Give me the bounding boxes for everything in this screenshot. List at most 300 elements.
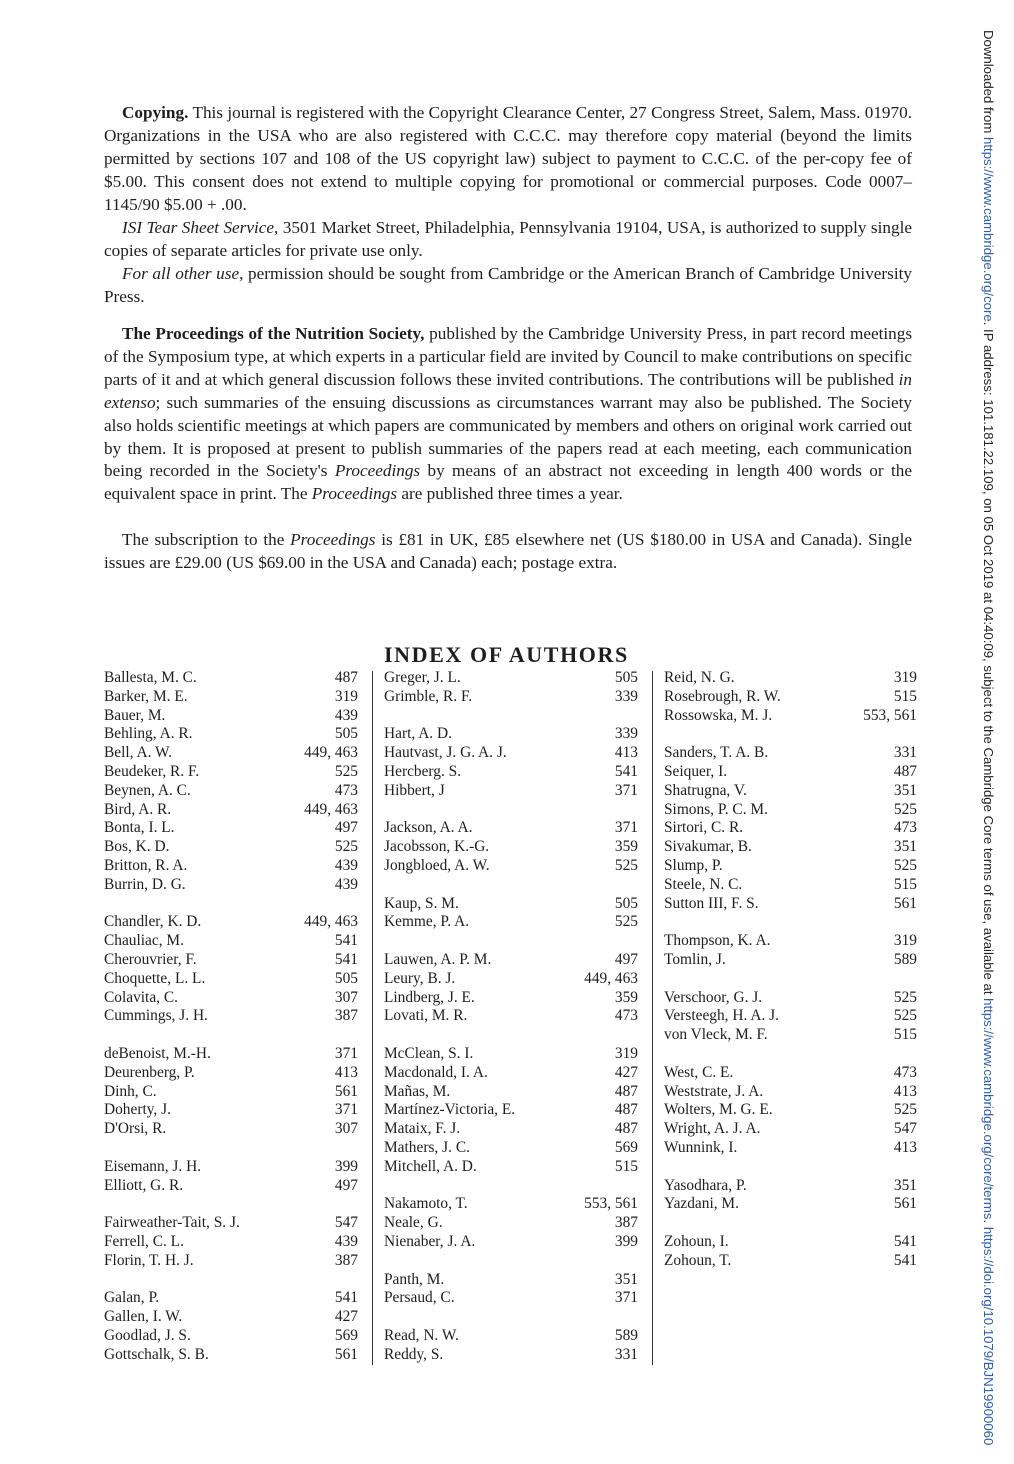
author-entry (664, 895, 917, 914)
author-entry (664, 1064, 917, 1083)
page-numbers: 359 (614, 838, 638, 856)
author-name: Doherty, J. (104, 1101, 171, 1119)
author-entry (664, 1083, 917, 1102)
author-name: Dinh, C. (104, 1082, 157, 1100)
page-numbers: 351 (893, 781, 917, 799)
page-numbers: 449, 463 (304, 744, 358, 762)
author-entry (104, 1101, 358, 1120)
page-numbers: 351 (614, 1270, 638, 1288)
author-name: Bos, K. D. (104, 838, 170, 856)
author-name: Mataix, F. J. (384, 1120, 461, 1138)
author-name: Gallen, I. W. (104, 1308, 183, 1326)
author-name: von Vleck, M. F. (664, 1026, 768, 1044)
group-spacer (664, 1045, 917, 1064)
author-entry (384, 951, 638, 970)
author-name: Weststrate, J. A. (664, 1082, 764, 1100)
page-numbers: 439 (334, 875, 358, 893)
author-entry (104, 688, 358, 707)
page-numbers: 413 (334, 1063, 358, 1081)
group-spacer (384, 932, 638, 951)
page-numbers: 525 (893, 1007, 917, 1025)
other-use-paragraph (104, 263, 912, 309)
author-name: Verschoor, G. J. (664, 988, 763, 1006)
author-entry (664, 707, 917, 726)
group-spacer (384, 1026, 638, 1045)
author-entry (384, 895, 638, 914)
author-name: Cherouvrier, F. (104, 950, 197, 968)
index-column-3 (664, 669, 917, 1271)
notice-middle: . IP address: 101.181.22.109, on 05 Oct 2019 at 04:40:09, subject to the Cambridge Core terms of use, available at (981, 321, 996, 999)
author-entry (384, 1064, 638, 1083)
group-spacer (104, 1195, 358, 1214)
page-numbers: 561 (334, 1345, 358, 1363)
author-entry (384, 744, 638, 763)
page-numbers: 541 (614, 762, 638, 780)
author-name: Cummings, J. H. (104, 1007, 208, 1025)
proceedings-italic-2: Proceedings (334, 461, 421, 481)
author-entry (664, 744, 917, 763)
author-entry (104, 1252, 358, 1271)
subscription-italic: Proceedings (290, 530, 376, 549)
author-entry (384, 1120, 638, 1139)
page-numbers: 359 (614, 988, 638, 1006)
author-name: Wright, A. J. A. (664, 1120, 761, 1138)
page-numbers: 413 (893, 1138, 917, 1156)
page-numbers: 371 (614, 819, 638, 837)
page-numbers: 525 (614, 856, 638, 874)
group-spacer (664, 913, 917, 932)
author-entry (384, 913, 638, 932)
proceedings-paragraph (104, 323, 912, 506)
author-entry (664, 838, 917, 857)
author-entry (384, 669, 638, 688)
group-spacer (384, 1308, 638, 1327)
page-numbers: 525 (893, 856, 917, 874)
author-name: Rossowska, M. J. (664, 706, 773, 724)
author-name: Lovati, M. R. (384, 1007, 468, 1025)
author-entry (104, 1177, 358, 1196)
subscription-text-2: is £81 in UK, £85 elsewhere net (US $180.00 in USA and Canada). Single issues are £29.00 (US $69.00 in the USA and Canada) each; postage extra. (104, 530, 912, 572)
author-name: Gottschalk, S. B. (104, 1345, 209, 1363)
page-numbers: 351 (893, 838, 917, 856)
page-numbers: 427 (334, 1308, 358, 1326)
terms-link[interactable]: https://www.cambridge.org/core/terms (981, 998, 996, 1220)
page-numbers: 331 (614, 1345, 638, 1363)
author-name: Eisemann, J. H. (104, 1157, 202, 1175)
group-spacer (384, 707, 638, 726)
author-name: Persaud, C. (384, 1289, 455, 1307)
page-numbers: 515 (893, 875, 917, 893)
author-name: Deurenberg, P. (104, 1063, 195, 1081)
author-entry (104, 801, 358, 820)
page-numbers: 413 (893, 1082, 917, 1100)
index-column-2 (384, 669, 638, 1364)
page-numbers: 449, 463 (304, 913, 358, 931)
page-numbers: 399 (614, 1232, 638, 1250)
author-entry (664, 1026, 917, 1045)
page-numbers: 553, 561 (584, 1195, 638, 1213)
author-entry (664, 1252, 917, 1271)
author-entry (104, 1007, 358, 1026)
author-entry (104, 838, 358, 857)
author-name: Panth, M. (384, 1270, 445, 1288)
page-numbers: 387 (614, 1214, 638, 1232)
author-name: Slump, P. (664, 856, 723, 874)
author-entry (664, 1195, 917, 1214)
author-entry (104, 782, 358, 801)
author-entry (384, 819, 638, 838)
author-entry (104, 1308, 358, 1327)
author-entry (104, 1064, 358, 1083)
proceedings-text-1: published by the Cambridge University Press, in part record meetings of the Symposium type, at which experts in a particular field are invited by Council to make contributions on specific parts of it and at which general discussion follows these invited contributions. The contributions will be published (104, 324, 913, 389)
author-entry (384, 1289, 638, 1308)
author-entry (664, 1120, 917, 1139)
author-name: Hautvast, J. G. A. J. (384, 744, 507, 762)
page-numbers: 487 (893, 762, 917, 780)
author-entry (104, 707, 358, 726)
author-name: Jackson, A. A. (384, 819, 473, 837)
author-entry (104, 1327, 358, 1346)
page-numbers: 339 (614, 687, 638, 705)
page-numbers: 371 (334, 1101, 358, 1119)
page-numbers: 525 (334, 762, 358, 780)
group-spacer (384, 876, 638, 895)
author-entry (104, 744, 358, 763)
page-numbers: 319 (614, 1044, 638, 1062)
author-name: Chauliac, M. (104, 932, 184, 950)
page-numbers: 319 (893, 932, 917, 950)
group-spacer (384, 1252, 638, 1271)
author-name: Sutton III, F. S. (664, 894, 759, 912)
author-entry (104, 932, 358, 951)
author-name: Zohoun, I. (664, 1232, 729, 1250)
author-name: Sirtori, C. R. (664, 819, 744, 837)
author-name: Wolters, M. G. E. (664, 1101, 773, 1119)
copying-paragraph (104, 102, 912, 217)
author-name: Burrin, D. G. (104, 875, 186, 893)
author-entry (104, 1120, 358, 1139)
author-entry (384, 763, 638, 782)
page-numbers: 497 (334, 819, 358, 837)
author-entry (384, 725, 638, 744)
group-spacer (664, 1214, 917, 1233)
author-entry (104, 669, 358, 688)
author-entry (104, 970, 358, 989)
author-name: Ferrell, C. L. (104, 1232, 184, 1250)
page-numbers: 505 (614, 894, 638, 912)
proceedings-text-3: by means of an abstract not exceeding in length 400 words or the equivalent space in print. The (104, 461, 912, 504)
page-numbers: 561 (893, 894, 917, 912)
page-numbers: 427 (614, 1063, 638, 1081)
author-entry (384, 1083, 638, 1102)
author-entry (664, 763, 917, 782)
download-notice (980, 30, 996, 1445)
page-numbers: 497 (334, 1176, 358, 1194)
page-numbers: 487 (614, 1082, 638, 1100)
author-name: Fairweather-Tait, S. J. (104, 1214, 240, 1232)
author-name: Mañas, M. (384, 1082, 451, 1100)
author-entry (664, 1101, 917, 1120)
author-name: Hart, A. D. (384, 725, 452, 743)
author-name: Britton, R. A. (104, 856, 188, 874)
page-numbers: 505 (334, 969, 358, 987)
group-spacer (664, 725, 917, 744)
column-divider (372, 671, 373, 1365)
author-name: Elliott, G. R. (104, 1176, 184, 1194)
author-entry (664, 688, 917, 707)
copying-text: This journal is registered with the Copyright Clearance Center, 27 Congress Street, Salem, Mass. 01970. Organizations in the USA who are also registered with C.C.C. may therefore copy material (beyond the limits permitted by sections 107 and 108 of the US copyright law) subject to payment to C.C.C. of the per-copy fee of $5.00. This consent does not extend to multiple copying for promotional or commercial purposes. Code 0007–1145/90 $5.00 + .00. (104, 103, 912, 214)
author-name: Yazdani, M. (664, 1195, 739, 1213)
author-name: Neale, G. (384, 1214, 443, 1232)
notice-separator: . (981, 1219, 996, 1227)
index-title: INDEX OF AUTHORS (384, 642, 629, 667)
page-numbers: 553, 561 (863, 706, 917, 724)
author-name: Behling, A. R. (104, 725, 193, 743)
author-entry (664, 782, 917, 801)
other-use-text: , permission should be sought from Cambridge or the American Branch of Cambridge University Press. (104, 264, 912, 306)
author-name: Rosebrough, R. W. (664, 687, 781, 705)
page-numbers: 515 (893, 1026, 917, 1044)
author-name: McClean, S. I. (384, 1044, 474, 1062)
author-name: Kemme, P. A. (384, 913, 470, 931)
author-name: Reddy, S. (384, 1345, 444, 1363)
author-entry (384, 1327, 638, 1346)
isi-lead: ISI Tear Sheet Service (122, 218, 275, 237)
page-numbers: 505 (614, 669, 638, 686)
author-name: Florin, T. H. J. (104, 1251, 194, 1269)
page-numbers: 569 (614, 1138, 638, 1156)
author-name: Hibbert, J (384, 781, 445, 799)
author-entry (664, 951, 917, 970)
author-entry (104, 725, 358, 744)
author-name: Greger, J. L. (384, 669, 461, 686)
group-spacer (104, 1271, 358, 1290)
cambridge-core-link[interactable]: https://www.cambridge.org/core (981, 137, 996, 322)
author-name: Jongbloed, A. W. (384, 856, 490, 874)
author-name: Seiquer, I. (664, 762, 728, 780)
author-name: D'Orsi, R. (104, 1120, 167, 1138)
author-entry (384, 1139, 638, 1158)
column-divider (652, 671, 653, 1365)
group-spacer (104, 1139, 358, 1158)
copying-heading: Copying. (122, 103, 189, 122)
isi-text: , 3501 Market Street, Philadelphia, Pennsylvania 19104, USA, is authorized to supply single copies of separate articles for private use only. (104, 218, 912, 260)
author-entry (104, 1233, 358, 1252)
author-entry (384, 970, 638, 989)
author-name: Thompson, K. A. (664, 932, 771, 950)
page-numbers: 449, 463 (304, 800, 358, 818)
author-name: Beynen, A. C. (104, 781, 191, 799)
author-name: Galan, P. (104, 1289, 160, 1307)
author-name: Goodlad, J. S. (104, 1326, 191, 1344)
author-name: deBenoist, M.-H. (104, 1044, 211, 1062)
author-entry (384, 838, 638, 857)
page-numbers: 387 (334, 1007, 358, 1025)
proceedings-heading: The Proceedings of the Nutrition Society, (122, 324, 425, 343)
page-numbers: 515 (893, 687, 917, 705)
author-entry (104, 819, 358, 838)
author-name: Reid, N. G. (664, 669, 735, 686)
page-numbers: 487 (614, 1120, 638, 1138)
page-numbers: 371 (614, 1289, 638, 1307)
page-numbers: 525 (334, 838, 358, 856)
notice-prefix: Downloaded from (981, 30, 996, 138)
author-entry (384, 1158, 638, 1177)
page-numbers: 387 (334, 1251, 358, 1269)
author-name: Kaup, S. M. (384, 894, 459, 912)
page-numbers: 473 (614, 1007, 638, 1025)
page-numbers: 561 (334, 1082, 358, 1100)
author-entry (384, 1214, 638, 1233)
page-numbers: 487 (614, 1101, 638, 1119)
author-entry (384, 1045, 638, 1064)
author-name: Zohoun, T. (664, 1251, 732, 1269)
page-numbers: 307 (334, 1120, 358, 1138)
page-numbers: 515 (614, 1157, 638, 1175)
author-name: Mathers, J. C. (384, 1138, 470, 1156)
page-numbers: 449, 463 (584, 969, 638, 987)
author-entry (104, 857, 358, 876)
author-entry (664, 819, 917, 838)
page-numbers: 439 (334, 706, 358, 724)
page-numbers: 399 (334, 1157, 358, 1175)
author-name: Chandler, K. D. (104, 913, 202, 931)
author-entry (104, 1289, 358, 1308)
author-name: Steele, N. C. (664, 875, 743, 893)
author-name: Tomlin, J. (664, 950, 726, 968)
group-spacer (664, 1158, 917, 1177)
page-numbers: 589 (614, 1326, 638, 1344)
author-name: Nakamoto, T. (384, 1195, 468, 1213)
author-name: West, C. E. (664, 1063, 734, 1081)
group-spacer (384, 801, 638, 820)
page-numbers: 413 (614, 744, 638, 762)
author-name: Lauwen, A. P. M. (384, 950, 492, 968)
page-numbers: 525 (893, 800, 917, 818)
author-name: Jacobsson, K.-G. (384, 838, 490, 856)
group-spacer (104, 1026, 358, 1045)
author-name: Grimble, R. F. (384, 687, 473, 705)
page-numbers: 547 (893, 1120, 917, 1138)
page-numbers: 497 (614, 950, 638, 968)
author-entry (104, 951, 358, 970)
page-numbers: 569 (334, 1326, 358, 1344)
author-name: Shatrugna, V. (664, 781, 747, 799)
group-spacer (104, 895, 358, 914)
author-entry (384, 1346, 638, 1365)
author-name: Wunnink, I. (664, 1138, 738, 1156)
author-entry (104, 1214, 358, 1233)
proceedings-italic-3: Proceedings (311, 484, 398, 504)
page-numbers: 505 (334, 725, 358, 743)
author-entry (384, 782, 638, 801)
author-name: Barker, M. E. (104, 687, 188, 705)
author-name: Read, N. W. (384, 1326, 459, 1344)
page-numbers: 525 (614, 913, 638, 931)
author-entry (664, 989, 917, 1008)
author-entry (664, 1007, 917, 1026)
author-name: Beudeker, R. F. (104, 762, 200, 780)
group-spacer (384, 1177, 638, 1196)
page-numbers: 473 (334, 781, 358, 799)
author-entry (664, 1177, 917, 1196)
author-entry (104, 913, 358, 932)
author-name: Mitchell, A. D. (384, 1157, 477, 1175)
author-name: Ballesta, M. C. (104, 669, 197, 686)
page-numbers: 525 (893, 988, 917, 1006)
page-numbers: 541 (334, 932, 358, 950)
doi-link[interactable]: https://doi.org/10.1079/BJN19900060 (981, 1226, 996, 1446)
page-numbers: 371 (334, 1044, 358, 1062)
author-name: Hercberg. S. (384, 762, 462, 780)
author-name: Bell, A. W. (104, 744, 172, 762)
author-entry (664, 1233, 917, 1252)
proceedings-text-2: ; such summaries of the ensuing discussions as circumstances warrant may also be published. The Society also holds scientific meetings at which papers are communicated by members and others on original work carried out by them. It is proposed at present to publish summaries of the papers read at each meeting, each communication being recorded in the Society's (104, 392, 912, 481)
author-name: Sivakumar, B. (664, 838, 752, 856)
isi-paragraph (104, 217, 912, 263)
author-entry (104, 876, 358, 895)
author-entry (384, 1195, 638, 1214)
author-entry (384, 1101, 638, 1120)
page-numbers: 473 (893, 819, 917, 837)
page-numbers: 547 (334, 1214, 358, 1232)
page-numbers: 371 (614, 781, 638, 799)
author-entry (664, 801, 917, 820)
proceedings-text-4: are published three times a year. (397, 484, 623, 504)
page-numbers: 525 (893, 1101, 917, 1119)
author-entry (384, 688, 638, 707)
subscription-paragraph (104, 529, 912, 575)
author-name: Macdonald, I. A. (384, 1063, 488, 1081)
author-name: Yasodhara, P. (664, 1176, 747, 1194)
author-name: Colavita, C. (104, 988, 178, 1006)
page-numbers: 541 (893, 1251, 917, 1269)
author-name: Sanders, T. A. B. (664, 744, 769, 762)
author-entry (384, 989, 638, 1008)
author-entry (384, 1233, 638, 1252)
author-entry (664, 932, 917, 951)
author-entry (664, 876, 917, 895)
author-entry (104, 1158, 358, 1177)
page-numbers: 439 (334, 856, 358, 874)
author-entry (104, 1045, 358, 1064)
author-entry (384, 1007, 638, 1026)
page-numbers: 319 (334, 687, 358, 705)
author-entry (384, 857, 638, 876)
author-name: Choquette, L. L. (104, 969, 206, 987)
author-entry (104, 763, 358, 782)
page-numbers: 541 (334, 950, 358, 968)
page-numbers: 319 (893, 669, 917, 686)
author-entry (664, 1139, 917, 1158)
page-numbers: 439 (334, 1232, 358, 1250)
author-name: Lindberg, J. E. (384, 988, 475, 1006)
author-entry (104, 1083, 358, 1102)
other-use-lead: For all other use (122, 264, 240, 283)
proceedings-italic-1: in extenso (104, 369, 912, 412)
author-entry (104, 1346, 358, 1365)
author-entry (104, 989, 358, 1008)
page-numbers: 561 (893, 1195, 917, 1213)
author-name: Simons, P. C. M. (664, 800, 768, 818)
page-numbers: 487 (334, 669, 358, 686)
author-entry (384, 1271, 638, 1290)
page-numbers: 541 (893, 1232, 917, 1250)
author-entry (664, 857, 917, 876)
author-name: Bird, A. R. (104, 800, 172, 818)
author-name: Martínez-Victoria, E. (384, 1101, 516, 1119)
author-name: Versteegh, H. A. J. (664, 1007, 779, 1025)
